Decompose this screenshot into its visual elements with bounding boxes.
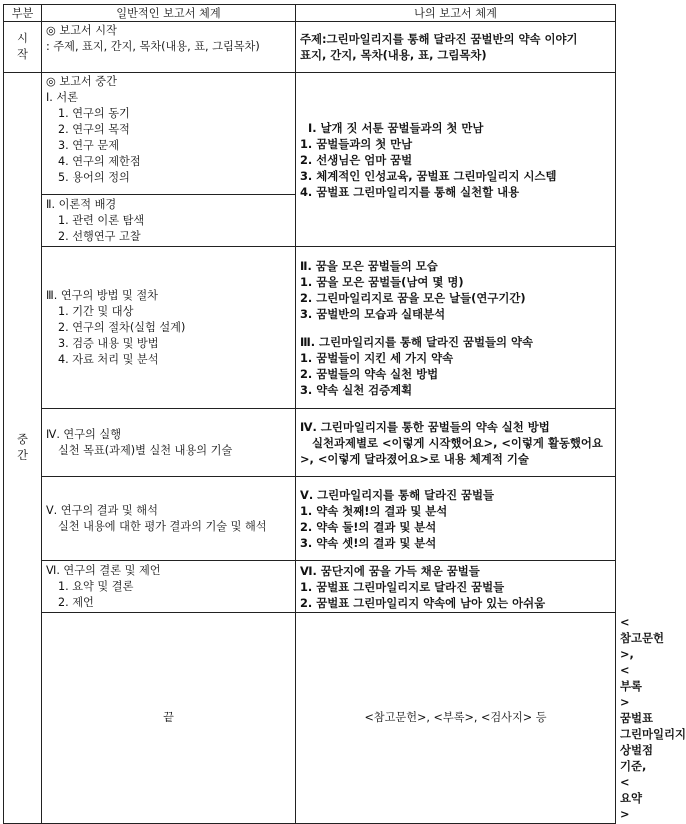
end-row: 끝 <참고문헌>, <부록>, <검사지> 등 <참고문헌>, <부록> 꿈벌표 그린마일리지 상벌점 기준, <요약> [4,613,616,824]
practice-mine: Ⅳ. 그린마일리지를 통한 꿈벌들의 약속 실천 방법 실천과제별로 <이렇게 시작했어요>, <이렇게 활동했어요>, <이렇게 달라졌어요>로 내용 체계적 기술 [296,409,616,477]
section-end-label: 끝 [42,613,296,824]
practice-row [4,409,616,477]
header-general: 일반적인 보고서 체계 [42,5,296,22]
report-structure-table [3,4,686,824]
method-general: Ⅲ. 연구의 방법 및 절차 1. 기간 및 대상 2. 연구의 절차(실험 설계) 3. 검증 내용 및 방법 4. 자료 처리 및 분석 [42,247,296,409]
intro-general: ◎ 보고서 중간 Ⅰ. 서론 1. 연구의 동기 2. 연구의 목적 3. 연구 문제 4. 연구의 제한점 5. 용어의 정의 [42,73,296,195]
intro-row [4,73,616,195]
results-row [4,477,616,561]
intro-mine: Ⅰ. 날개 짓 서툰 꿈벌들과의 첫 만남 1. 꿈벌들과의 첫 만남 2. 선생님은 엄마 꿈벌 3. 체계적인 인성교육, 꿈벌표 그린마일리지 시스템 4. 꿈벌표 그린마일리지를 통해 실천할 내용 [296,73,616,247]
header-section: 부분 [4,5,42,22]
conclusion-general: Ⅵ. 연구의 결론 및 제언 1. 요약 및 결론 2. 제언 [42,561,296,613]
method-row [4,247,616,409]
section-middle-label: 중 간 [4,73,42,824]
method-mine: Ⅱ. 꿈을 모은 꿈벌들의 모습 1. 꿈을 모은 꿈벌들(남여 몇 명) 2. 그린마일리지로 꿈을 모은 날들(연구기간) 3. 꿈벌반의 모습과 실태분석 Ⅲ. 그린마일리지를 통해 달라진 꿈벌들의 약속 1. 꿈벌들이 지킨 세 가지 약속 2. 꿈벌들의 약속 실천 방법 3. 약속 실천 검증계획 [296,247,616,409]
conclusion-row [4,561,616,613]
conclusion-mine: Ⅵ. 꿈단지에 꿈을 가득 채운 꿈벌들 1. 꿈벌표 그린마일리지로 달라진 꿈벌들 2. 꿈벌표 그린마일리지 약속에 남아 있는 아쉬움 [296,561,616,613]
start-mine: 주제:그린마일리지를 통해 달라진 꿈벌반의 약속 이야기 표지, 간지, 목차(내용, 표, 그림목차) [296,22,616,73]
start-row [4,22,616,73]
start-general: ◎ 보고서 시작 : 주제, 표지, 간지, 목차(내용, 표, 그림목차) [42,22,296,73]
results-general: Ⅴ. 연구의 결과 및 해석 실천 내용에 대한 평가 결과의 기술 및 해석 [42,477,296,561]
header-mine: 나의 보고서 체계 [296,5,616,22]
theory-general: Ⅱ. 이론적 배경 1. 관련 이론 탐색 2. 선행연구 고찰 [42,195,296,247]
section-start-label: 시 작 [4,22,42,73]
header-row [4,5,616,22]
results-mine: Ⅴ. 그린마일리지를 통해 달라진 꿈벌들 1. 약속 첫째!의 결과 및 분석 2. 약속 둘!의 결과 및 분석 3. 약속 셋!의 결과 및 분석 [296,477,616,561]
practice-general: Ⅳ. 연구의 실행 실천 목표(과제)별 실천 내용의 기술 [42,409,296,477]
end-general: <참고문헌>, <부록>, <검사지> 등 [296,613,616,824]
